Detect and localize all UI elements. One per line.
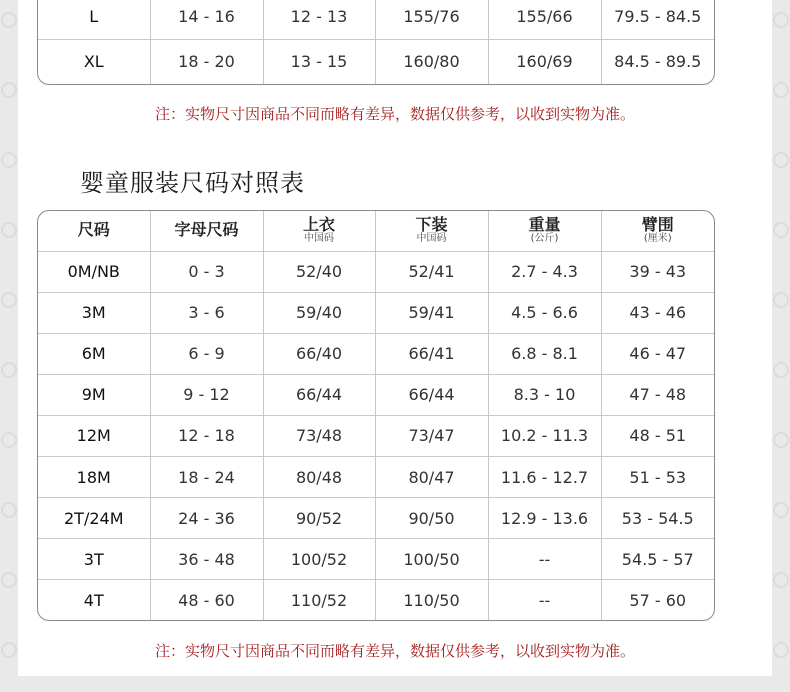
value-cell: 54.5 - 57 bbox=[601, 539, 714, 580]
column-header bbox=[150, 211, 263, 251]
value-cell: 57 - 60 bbox=[629, 590, 687, 610]
value-cell: 10.2 - 11.3 bbox=[488, 415, 601, 456]
table-row bbox=[38, 415, 714, 456]
value-cell: 6 - 9 bbox=[150, 333, 263, 374]
value-cell: -- bbox=[488, 580, 601, 620]
value-cell: 66/44 bbox=[263, 374, 375, 415]
value-cell: 53 - 54.5 bbox=[601, 498, 714, 539]
value-cell: 66/40 bbox=[263, 333, 375, 374]
column-header bbox=[375, 211, 488, 251]
value-cell: 3 - 6 bbox=[150, 292, 263, 333]
column-header-label: 下装 bbox=[415, 214, 448, 234]
value-cell: 47 - 48 bbox=[601, 374, 714, 415]
value-cell: 18 - 20 bbox=[150, 39, 263, 84]
value-cell: 12.9 - 13.6 bbox=[488, 498, 601, 539]
table-row bbox=[38, 498, 714, 539]
size-cell: L bbox=[38, 0, 150, 39]
value-cell: 48 - 60 bbox=[150, 580, 263, 620]
value-cell: 46 - 47 bbox=[601, 333, 714, 374]
size-cell: 4T bbox=[38, 580, 150, 620]
table-row bbox=[38, 251, 714, 292]
value-cell: 59/40 bbox=[263, 292, 375, 333]
value-cell: 4.5 - 6.6 bbox=[488, 292, 601, 333]
value-cell: 79.5 - 84.5 bbox=[601, 0, 714, 39]
table-row bbox=[38, 292, 714, 333]
column-header bbox=[488, 211, 601, 251]
value-cell: 160/69 bbox=[488, 39, 601, 84]
value-cell: 73/47 bbox=[375, 415, 488, 456]
value-cell: 84.5 - 89.5 bbox=[614, 52, 702, 72]
disclaimer-note-top: 注：实物尺寸因商品不同而略有差异，数据仅供参考，以收到实物为准。 bbox=[154, 105, 635, 123]
value-cell: 59/41 bbox=[375, 292, 488, 333]
baby-size-table bbox=[37, 210, 715, 621]
value-cell: 80/47 bbox=[375, 457, 488, 498]
value-cell: 90/52 bbox=[263, 498, 375, 539]
table-row bbox=[38, 39, 714, 84]
value-cell: 39 - 43 bbox=[601, 251, 714, 292]
value-cell: 66/41 bbox=[375, 333, 488, 374]
table-row bbox=[38, 374, 714, 415]
value-cell: 12 - 18 bbox=[150, 415, 263, 456]
value-cell: 2.7 - 4.3 bbox=[488, 251, 601, 292]
table-row bbox=[38, 0, 714, 39]
value-cell: 73/48 bbox=[263, 415, 375, 456]
table-row bbox=[38, 333, 714, 374]
value-cell: 100/52 bbox=[263, 539, 375, 580]
value-cell: 0 - 3 bbox=[150, 251, 263, 292]
value-cell: 8.3 - 10 bbox=[488, 374, 601, 415]
column-header bbox=[601, 211, 714, 251]
value-cell: 110/52 bbox=[263, 580, 375, 620]
column-header-label: 重量 bbox=[528, 214, 561, 234]
adult-size-table-continued bbox=[37, 0, 715, 85]
size-cell: 6M bbox=[38, 333, 150, 374]
value-cell: 90/50 bbox=[375, 498, 488, 539]
column-header-label: 臂围 bbox=[641, 214, 674, 234]
size-cell: 9M bbox=[38, 374, 150, 415]
column-header-unit: (厘米) bbox=[643, 233, 672, 245]
value-cell: 18 - 24 bbox=[150, 457, 263, 498]
column-header-label: 上衣 bbox=[302, 214, 335, 234]
column-header bbox=[38, 211, 150, 251]
value-cell: 11.6 - 12.7 bbox=[488, 457, 601, 498]
value-cell: 14 - 16 bbox=[150, 0, 263, 39]
value-cell: -- bbox=[488, 539, 601, 580]
size-cell: 2T/24M bbox=[38, 498, 150, 539]
size-cell: XL bbox=[38, 39, 150, 84]
value-cell: 51 - 53 bbox=[601, 457, 714, 498]
size-cell: 3T bbox=[38, 539, 150, 580]
value-cell: 155/66 bbox=[488, 0, 601, 39]
value-cell: 100/50 bbox=[375, 539, 488, 580]
disclaimer-note-bottom: 注：实物尺寸因商品不同而略有差异，数据仅供参考，以收到实物为准。 bbox=[154, 642, 635, 660]
value-cell: 52/41 bbox=[375, 251, 488, 292]
value-cell: 13 - 15 bbox=[263, 39, 375, 84]
table-row bbox=[38, 457, 714, 498]
value-cell: 66/44 bbox=[375, 374, 488, 415]
value-cell: 6.8 - 8.1 bbox=[488, 333, 601, 374]
section-title: 婴童服装尺码对照表 bbox=[80, 169, 305, 197]
size-cell: 3M bbox=[38, 292, 150, 333]
value-cell: 36 - 48 bbox=[150, 539, 263, 580]
column-header-label: 尺码 bbox=[77, 220, 110, 240]
table-row bbox=[38, 539, 714, 580]
size-cell: 0M/NB bbox=[38, 251, 150, 292]
column-header-unit: 中国码 bbox=[416, 233, 447, 245]
column-header-unit: (公斤) bbox=[530, 233, 559, 245]
value-cell: 24 - 36 bbox=[150, 498, 263, 539]
column-header bbox=[263, 211, 375, 251]
value-cell: 160/80 bbox=[375, 39, 488, 84]
table-header-row bbox=[38, 211, 714, 251]
value-cell: 110/50 bbox=[375, 580, 488, 620]
column-header-unit: 中国码 bbox=[304, 233, 334, 245]
size-cell: 18M bbox=[38, 457, 150, 498]
value-cell: 48 - 51 bbox=[601, 415, 714, 456]
value-cell: 80/48 bbox=[263, 457, 375, 498]
size-cell: 12M bbox=[38, 415, 150, 456]
column-header-label: 字母尺码 bbox=[174, 220, 239, 240]
value-cell: 12 - 13 bbox=[263, 0, 375, 39]
value-cell: 52/40 bbox=[263, 251, 375, 292]
value-cell: 43 - 46 bbox=[601, 292, 714, 333]
table-row bbox=[38, 580, 714, 620]
value-cell: 9 - 12 bbox=[150, 374, 263, 415]
value-cell: 155/76 bbox=[375, 0, 488, 39]
